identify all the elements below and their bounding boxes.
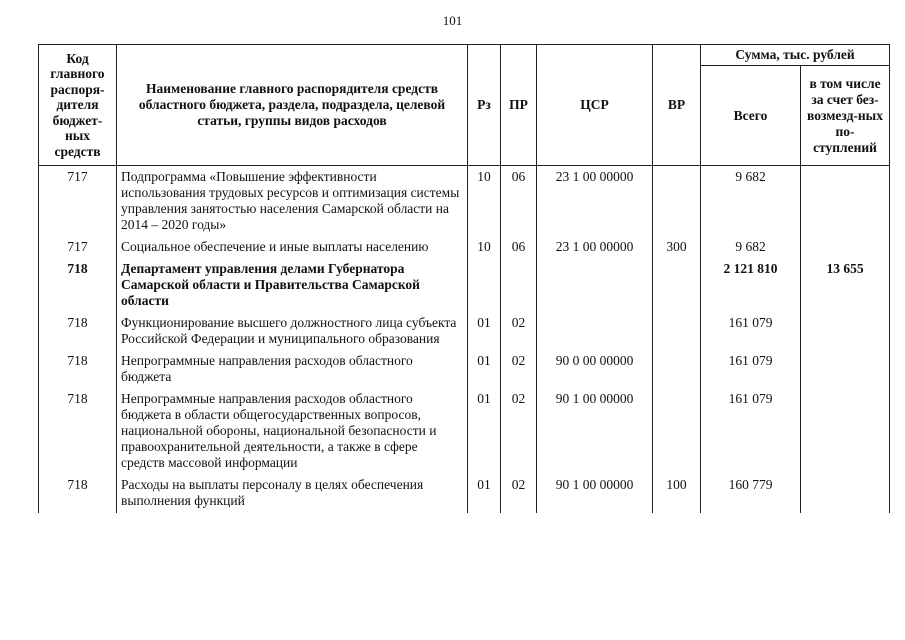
cell-csr: 23 1 00 00000 (537, 166, 653, 238)
header-sum-group: Сумма, тыс. рублей (701, 45, 890, 66)
cell-code: 718 (39, 259, 117, 313)
cell-free (801, 313, 890, 351)
cell-vr (653, 313, 701, 351)
cell-free (801, 351, 890, 389)
cell-total: 9 682 (701, 166, 801, 238)
cell-free (801, 237, 890, 259)
cell-code: 717 (39, 166, 117, 238)
header-pr: ПР (501, 45, 537, 166)
cell-code: 718 (39, 389, 117, 475)
cell-pr: 02 (501, 351, 537, 389)
cell-pr: 02 (501, 475, 537, 513)
cell-csr: 90 0 00 00000 (537, 351, 653, 389)
header-code: Код главного распоря-дителя бюджет-ных средств (39, 45, 117, 166)
cell-name: Функционирование высшего должностного лица субъекта Российской Федерации и муниципального образования (117, 313, 468, 351)
table-row (39, 166, 890, 238)
table-row (39, 351, 890, 389)
cell-pr: 06 (501, 166, 537, 238)
table-row (39, 259, 890, 313)
cell-name: Подпрограмма «Повышение эффективности использования трудовых ресурсов и оптимизация системы управления занятостью населения Самарской области на 2014 – 2020 годы» (117, 166, 468, 238)
budget-table (38, 44, 890, 513)
table-row (39, 475, 890, 513)
cell-csr (537, 259, 653, 313)
cell-total: 2 121 810 (701, 259, 801, 313)
table-header (39, 45, 890, 166)
cell-rz (468, 259, 501, 313)
cell-name: Непрограммные направления расходов областного бюджета в области общегосударственных вопросов, национальной обороны, национальной безопасности и правоохранительной деятельности, а также в сфере средств массовой информации (117, 389, 468, 475)
cell-total: 161 079 (701, 313, 801, 351)
cell-free (801, 166, 890, 238)
cell-pr (501, 259, 537, 313)
cell-csr: 23 1 00 00000 (537, 237, 653, 259)
page-number: 101 (442, 13, 463, 28)
cell-code: 718 (39, 313, 117, 351)
cell-free: 13 655 (801, 259, 890, 313)
cell-total: 160 779 (701, 475, 801, 513)
cell-name: Социальное обеспечение и иные выплаты населению (117, 237, 468, 259)
cell-total: 9 682 (701, 237, 801, 259)
table-row (39, 313, 890, 351)
cell-name: Департамент управления делами Губернатора Самарской области и Правительства Самарской области (117, 259, 468, 313)
header-name: Наименование главного распорядителя средств областного бюджета, раздела, подраздела, целевой статьи, группы видов расходов (117, 45, 468, 166)
cell-total: 161 079 (701, 389, 801, 475)
cell-name: Непрограммные направления расходов областного бюджета (117, 351, 468, 389)
cell-rz: 10 (468, 237, 501, 259)
cell-csr: 90 1 00 00000 (537, 475, 653, 513)
header-total: Всего (701, 66, 801, 166)
header-csr: ЦСР (537, 45, 653, 166)
cell-vr (653, 166, 701, 238)
cell-rz: 01 (468, 475, 501, 513)
cell-rz: 01 (468, 351, 501, 389)
cell-rz: 10 (468, 166, 501, 238)
cell-pr: 02 (501, 313, 537, 351)
cell-csr: 90 1 00 00000 (537, 389, 653, 475)
cell-pr: 06 (501, 237, 537, 259)
cell-name: Расходы на выплаты персоналу в целях обеспечения выполнения функций (117, 475, 468, 513)
cell-code: 717 (39, 237, 117, 259)
header-vr: ВР (653, 45, 701, 166)
table-row (39, 237, 890, 259)
cell-rz: 01 (468, 389, 501, 475)
cell-vr: 100 (653, 475, 701, 513)
table-row (39, 389, 890, 475)
cell-rz: 01 (468, 313, 501, 351)
cell-csr (537, 313, 653, 351)
table-body (39, 166, 890, 514)
cell-total: 161 079 (701, 351, 801, 389)
cell-vr (653, 259, 701, 313)
cell-vr: 300 (653, 237, 701, 259)
header-rz: Рз (468, 45, 501, 166)
cell-vr (653, 389, 701, 475)
cell-code: 718 (39, 351, 117, 389)
cell-vr (653, 351, 701, 389)
header-free: в том числе за счет без-возмезд-ных по-ступлений (801, 66, 890, 166)
cell-pr: 02 (501, 389, 537, 475)
cell-free (801, 389, 890, 475)
cell-free (801, 475, 890, 513)
cell-code: 718 (39, 475, 117, 513)
